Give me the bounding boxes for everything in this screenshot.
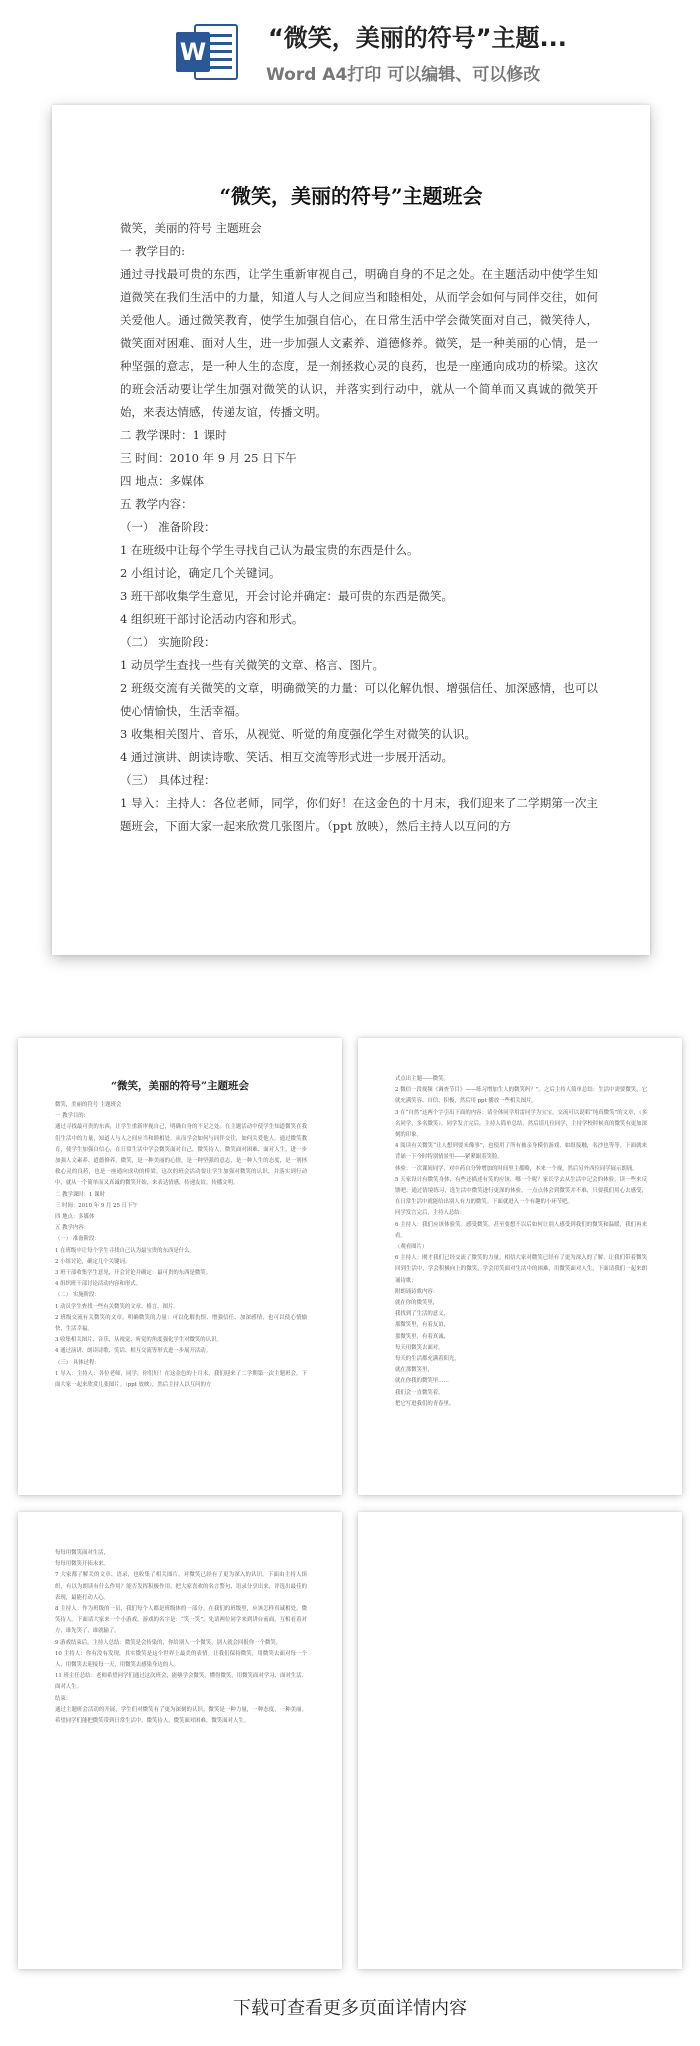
paragraph: 我们会一直微笑着， <box>395 1389 444 1396</box>
paragraph: 三 时间：2010 年 9 月 25 日下午 <box>55 1202 138 1209</box>
paragraph: 那微笑里，有着友谊， <box>395 1322 449 1329</box>
paragraph: 同学发言完后，主持人总结： <box>395 1210 466 1217</box>
format-description: Word A4打印 可以编辑、可以修改 <box>266 65 541 85</box>
paragraph: 每每用微笑面对生活， <box>55 1550 109 1556</box>
paragraph: （三） 具体过程： <box>55 1359 100 1366</box>
paragraph: 3 收集相关图片、音乐，从视觉、听觉的角度强化学生对微笑的认识。 <box>120 727 476 741</box>
page-thumbnail-3[interactable] <box>18 1512 342 1969</box>
paragraph: 7 大家都了解关的文章、语录，也收集了相关图片，对微笑已经有了更为深入的认识。下面由主持人组织，有以为朗读有什么作用？能否发挥积极作用，把大家喜欢的名言警句、语录分享出来，评选出最佳的表现，最能打动人心。 <box>55 1572 307 1601</box>
thumbnail-heading: “微笑，美丽的符号”主题班会 <box>110 1080 250 1092</box>
thumbnail-body <box>55 1100 307 1391</box>
paragraph: 3 班干部收集学生意见，开会讨论并确定：最可贵的东西是微笑。 <box>120 589 453 603</box>
paragraph: 4 组织班干部讨论活动内容和形式。 <box>120 612 304 626</box>
paragraph: 1 动员学生查找一些有关微笑的文章、格言、图片。 <box>55 1303 179 1310</box>
paragraph: 式点出主题——微笑。 <box>395 1076 449 1082</box>
paragraph: 我找到了生活的意义， <box>395 1311 449 1318</box>
paragraph: 三 时间：2010 年 9 月 25 日下午 <box>120 451 297 465</box>
paragraph: 2 班级交流有关微笑的文章，明确微笑的力量：可以化解仇恨、增强信任、加深感情，也可以使心情愉快，生活幸福。 <box>55 1314 307 1333</box>
document-title-banner: “微笑，美丽的符号”主题... <box>268 24 567 52</box>
paragraph: 通过寻找最可贵的东西，让学生重新审视自己，明确自身的不足之处。在主题活动中使学生知道微笑在我们生活中的力量，知道人与人之间应当和睦相处，从而学会如何与同伴交往，如何关爱他人。通过微笑教育，使学生加强自信心，在日常生活中学会微笑面对自己，微笑待人，微笑面对困难、面对人生，进一步加强人文素养、道德修养。微笑，是一种美丽的心情，是一种坚强的意志，是一种人生的态度，是一剂拯救心灵的良药，也是一座通向成功的桥梁。这次的班会活动要让学生加强对微笑的认识，并落实到行动中，就从一个简单而又真诚的微笑开始，来表达情感，传递友谊，传播文明。 <box>55 1124 307 1187</box>
thumbnail-body <box>395 1074 647 1410</box>
paragraph: （观看图片） <box>395 1244 428 1251</box>
paragraph: 5 天家设计有微笑身体，有些还描述有笑的应该，哪一个呢？家长学去从生活中记会的体验，读一些来反馈吧。通过情境练习，选生活中微笑进行更深的体验。一点点体会到微笑并不难，只要我们用心去感受，在日常生活中就能给出别人有力的微笑。下面就进入一个有趣的小环节吧。 <box>395 1176 647 1206</box>
paragraph: 8 主持人：作为班级的一员，我们每个人都是班级体的一部分。在我们的班级里，应该怎样真诚相处，微笑待人。下面请大家来一个小游戏，游戏的名字是：“笑一笑”。先请两位同学来到讲台前面，互相看着对方，谁先笑了，谁就输了。 <box>55 1606 307 1635</box>
paragraph: 1 动员学生查找一些有关微笑的文章、格言、图片。 <box>120 658 384 672</box>
paragraph: 四 地点：多媒体 <box>120 474 205 488</box>
page-thumbnail-4[interactable] <box>358 1512 682 1969</box>
paragraph: （一） 准备阶段： <box>55 1236 100 1243</box>
paragraph: 把它写进我们的青春里。 <box>395 1400 455 1407</box>
paragraph: 4 组织班干部讨论活动内容和形式。 <box>55 1281 142 1288</box>
paragraph: 一 教学目的: <box>55 1113 86 1120</box>
paragraph: 就在你的微笑里， <box>395 1300 439 1307</box>
paragraph: 结束： <box>55 1695 72 1702</box>
paragraph: 2 班级交流有关微笑的文章，明确微笑的力量：可以化解仇恨、增强信任、加深感情，也可以使心情愉快，生活幸福。 <box>120 681 598 718</box>
paragraph: 每天的生活都充满着阳光， <box>395 1356 460 1363</box>
paragraph: 1 在班级中让每个学生寻找自己认为最宝贵的东西是什么。 <box>120 543 419 557</box>
paragraph: 4 通过演讲、朗读诗歌、笑话、相互交流等形式进一步展开活动。 <box>120 750 453 764</box>
paragraph: 通过寻找最可贵的东西，让学生重新审视自己，明确自身的不足之处。在主题活动中使学生知道微笑在我们生活中的力量，知道人与人之间应当和睦相处，从而学会如何与同伴交往，如何关爱他人。通过微笑教育，使学生加强自信心，在日常生活中学会微笑面对自己，微笑待人，微笑面对困难、面对人生，进一步加强人文素养、道德修养。微笑，是一种美丽的心情，是一种坚强的意志，是一种人生的态度，是一剂拯救心灵的良药，也是一座通向成功的桥梁。这次的班会活动要让学生加强对微笑的认识，并落实到行动中，就从一个简单而又真诚的微笑开始，来表达情感，传递友谊，传播文明。 <box>120 267 598 419</box>
paragraph: （二） 实施阶段： <box>120 635 216 649</box>
paragraph: 10 主持人：你有没有发现，其实微笑是这个世界上最美的表情。让我们保持微笑，用微笑去面对每一个人，用微笑去迎接每一天，用微笑去感染身边的人。 <box>55 1650 307 1669</box>
paragraph: 2 小组讨论，确定几个关键词。 <box>120 566 281 580</box>
paragraph: 五 教学内容： <box>120 497 193 511</box>
paragraph: 二 教学课时：1 课时 <box>55 1191 105 1198</box>
paragraph: 1 导入：主持人：各位老师，同学，你们好！在这金色的十月末，我们迎来了二学期第一次主题班会，下面大家一起来欣赏几张图片。（ppt 放映），然后主持人以互问的方 <box>120 796 598 833</box>
word-document-icon <box>176 20 240 84</box>
paragraph: 每每用微笑开拓未来。 <box>55 1561 109 1568</box>
document-body <box>120 217 598 838</box>
paragraph: 五 教学内容： <box>55 1225 90 1232</box>
paragraph: 就在那微笑里， <box>395 1367 433 1374</box>
paragraph: 9 游戏结束后，主持人总结：微笑是会传染的，你给别人一个微笑，别人就会回报你一个微笑。 <box>55 1639 282 1646</box>
paragraph: 6 主持人：刚才我们已经交流了微笑的力量。相信大家对微笑已经有了更为深入的了解，让我们带着微笑回到生活中，学会积极向上的微笑，学会用笑面对生活中的困难，用微笑面对人生，下面请我们一起来朗诵诗歌： <box>395 1255 647 1284</box>
document-preview-page-main[interactable] <box>52 105 650 955</box>
paragraph: 6 主持人：我们应该体验笑。感受微笑。甚至要想不以后如何让别人感受到我们的微笑和温暖，我们再来看。 <box>395 1221 647 1239</box>
paragraph: 3 收集相关图片、音乐，从视觉、听觉的角度强化学生对微笑的认识。 <box>55 1337 222 1344</box>
paragraph: 二 教学课时：1 课时 <box>120 428 227 442</box>
paragraph: 四 地点：多媒体 <box>55 1214 95 1221</box>
paragraph: 4 通过演讲、朗读诗歌、笑话、相互交流等形式进一步展开活动。 <box>55 1348 212 1355</box>
paragraph: 3 班干部收集学生意见，开会讨论并确定：最可贵的东西是微笑。 <box>55 1270 212 1277</box>
paragraph: 1 在班级中让每个学生寻找自己认为最宝贵的东西是什么。 <box>55 1247 195 1254</box>
paragraph: 那微笑里，有着真诚， <box>395 1333 449 1340</box>
paragraph: （二） 实施阶段： <box>55 1292 100 1299</box>
paragraph: 2 微信一段视频《调查节目》——练习增加生人的微笑吗？”。之后主持人简单总结：生活中需要微笑，它就充满笑容、自信、积极，然后用 ppt 播放一些相关图片。 <box>395 1087 647 1105</box>
page-thumbnail-1[interactable] <box>18 1038 342 1495</box>
paragraph: （一） 准备阶段： <box>120 520 216 534</box>
paragraph: 通过主题班会活动的开展，学生们对微笑有了更为深刻的认识。微笑是一种力量，一种态度，一种美丽。希望同学们能把微笑带到日常生活中，微笑待人，微笑面对困难，微笑面对人生。 <box>55 1706 307 1725</box>
paragraph: 11 班主任总结：老师希望同学们通过这次班会，能够学会微笑，懂得微笑，用微笑面对学习、面对生活、面对人生。 <box>55 1673 307 1691</box>
paragraph: 体验：一次课间同学，对中药自分钟增加的时间里主都略，本来一个视，然后另外西位同学展示朗诵。 <box>395 1165 638 1172</box>
paragraph: 微笑，美丽的符号 主题班会 <box>55 1102 122 1108</box>
paragraph: （三） 具体过程： <box>120 773 216 787</box>
paragraph: 就在你我的微笑里…… <box>395 1378 449 1385</box>
page-thumbnail-2[interactable] <box>358 1038 682 1495</box>
paragraph: 附朗诵诗歌内容： <box>395 1288 439 1295</box>
paragraph: 2 小组讨论，确定几个关键词。 <box>55 1258 131 1265</box>
paragraph: 一 教学目的: <box>120 244 186 258</box>
more-pages-hint[interactable]: 下载可查看更多页面详情内容 <box>233 1998 467 2019</box>
document-heading: “微笑，美丽的符号”主题班会 <box>219 184 483 208</box>
paragraph: 每天用微笑去面对， <box>395 1344 444 1351</box>
paragraph: 4 阅读有关微笑“让人想到要未像事”，也使用了所有被亲身模仿游戏，如组接触，名沙也等等。下面就来背诵一下今时特别情景里——紧紧跟着笑脸。 <box>395 1143 647 1161</box>
header-banner <box>0 0 700 92</box>
paragraph: 3 在“自然”这两个字引出下面的内容：请全体同学用雷同学为宝宝。交流可以说唱“纯真微笑”的文章，（多名同学，多名微笑）。同学发言完后，主持人简单总结，然后请几位同学，主持学校时候真的微笑有更加深刻的印象。 <box>395 1109 647 1139</box>
thumbnail-body <box>55 1548 307 1727</box>
word-icon-letter: W <box>176 32 210 72</box>
paragraph: 1 导入：主持人：各位老师，同学，你们好！在这金色的十月末，我们迎来了二学期第一次主题班会，下面大家一起来欣赏几张图片。（ppt 放映），然后主持人以互问的方 <box>55 1370 307 1389</box>
paragraph: 微笑，美丽的符号 主题班会 <box>120 221 262 235</box>
